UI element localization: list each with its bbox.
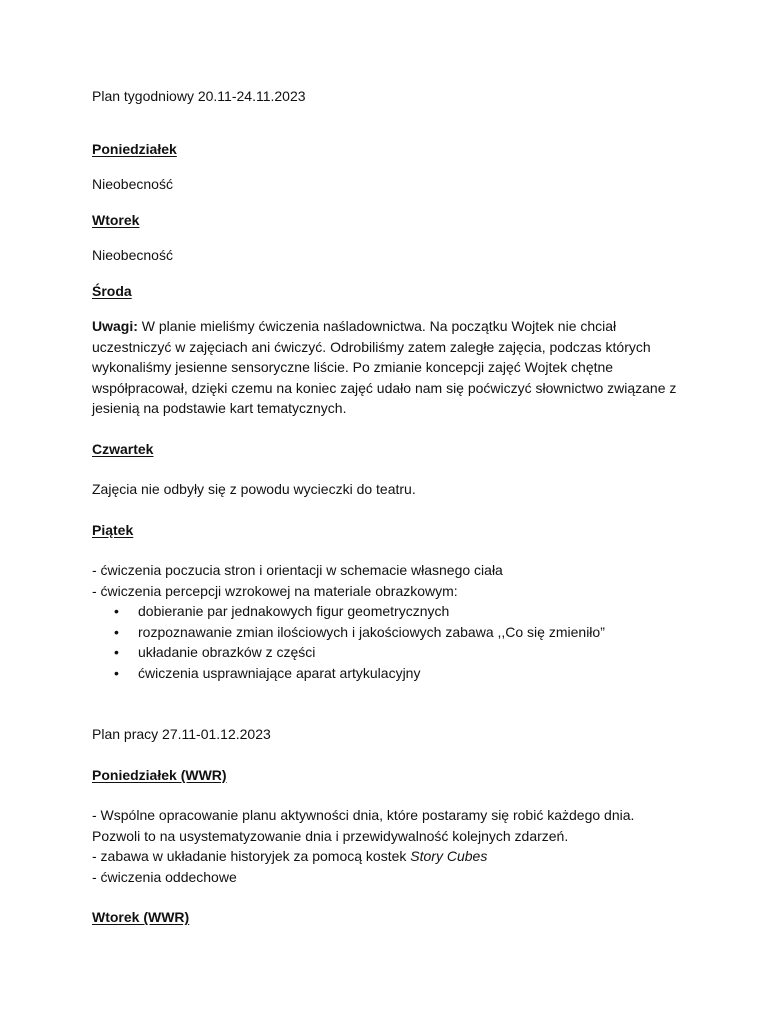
tuesday-text: Nieobecność bbox=[92, 247, 173, 263]
bullet-text: układanie obrazków z części bbox=[138, 644, 316, 660]
storycubes-prefix: - zabawa w układanie historyjek za pomocą kostek bbox=[92, 848, 411, 864]
thursday-text: Zajęcia nie odbyły się z powodu wycieczki do teatru. bbox=[92, 481, 416, 497]
heading-wednesday: Środa bbox=[92, 282, 132, 299]
wednesday-note-line-2: uczestniczyć w zajęciach ani ćwiczyć. Odrobiliśmy zatem zaległe zajęcia, podczas których bbox=[92, 338, 651, 355]
week2-monday-line-1: - Wspólne opracowanie planu aktywności dnia, które postaramy się robić każdego dnia. bbox=[92, 807, 635, 823]
monday-text: Nieobecność bbox=[92, 176, 173, 192]
heading-thursday: Czwartek bbox=[92, 440, 154, 457]
note-label: Uwagi: bbox=[92, 318, 138, 334]
friday-line-2: - ćwiczenia percepcji wzrokowej na materiale obrazkowym: bbox=[92, 582, 458, 599]
list-item bbox=[92, 642, 692, 663]
storycubes-title: Story Cubes bbox=[410, 848, 488, 864]
week1-title: Plan tygodniowy 20.11-24.11.2023 bbox=[92, 88, 306, 104]
bullet-icon: • bbox=[114, 644, 119, 660]
bullet-text: rozpoznawanie zmian ilościowych i jakościowych zabawa ,,Co się zmieniło” bbox=[138, 623, 605, 640]
bullet-icon: • bbox=[114, 623, 119, 640]
heading-week2-monday: Poniedziałek (WWR) bbox=[92, 766, 227, 783]
list-item bbox=[92, 622, 692, 643]
wednesday-note bbox=[92, 316, 692, 419]
week2-monday-line-2: Pozwoli to na usystematyzowanie dnia i przewidywalność kolejnych zdarzeń. bbox=[92, 827, 569, 844]
heading-week2-tuesday: Wtorek (WWR) bbox=[92, 909, 190, 925]
heading-tuesday: Wtorek bbox=[92, 211, 140, 228]
document-page bbox=[92, 86, 692, 928]
week2-monday-breathing: - ćwiczenia oddechowe bbox=[92, 868, 237, 885]
bullet-text: dobieranie par jednakowych figur geometrycznych bbox=[138, 603, 450, 619]
week2-monday-storycubes bbox=[92, 846, 692, 867]
bullet-icon: • bbox=[114, 664, 119, 681]
week2-title: Plan pracy 27.11-01.12.2023 bbox=[92, 726, 271, 742]
bullet-icon: • bbox=[114, 603, 119, 619]
heading-monday: Poniedziałek bbox=[92, 140, 177, 157]
wednesday-note-line-3: wykonaliśmy jesienne sensoryczne liście. Po zmianie koncepcji zajęć Wojtek chętne bbox=[92, 359, 614, 375]
heading-friday: Piątek bbox=[92, 521, 134, 538]
wednesday-note-line-4: współpracował, dzięki czemu na koniec zajęć udało nam się poćwiczyć słownictwo związane z bbox=[92, 379, 677, 396]
friday-bullet-list bbox=[92, 601, 692, 683]
wednesday-note-line-1 bbox=[92, 316, 692, 337]
list-item bbox=[92, 601, 692, 622]
bullet-text: ćwiczenia usprawniające aparat artykulacyjny bbox=[138, 664, 421, 681]
note-text-1: W planie mieliśmy ćwiczenia naśladownictwa. Na początku Wojtek nie chciał bbox=[137, 318, 617, 334]
wednesday-note-line-5: jesienią na podstawie kart tematycznych. bbox=[92, 400, 347, 416]
list-item bbox=[92, 663, 692, 684]
friday-line-1: - ćwiczenia poczucia stron i orientacji w schemacie własnego ciała bbox=[92, 562, 503, 578]
